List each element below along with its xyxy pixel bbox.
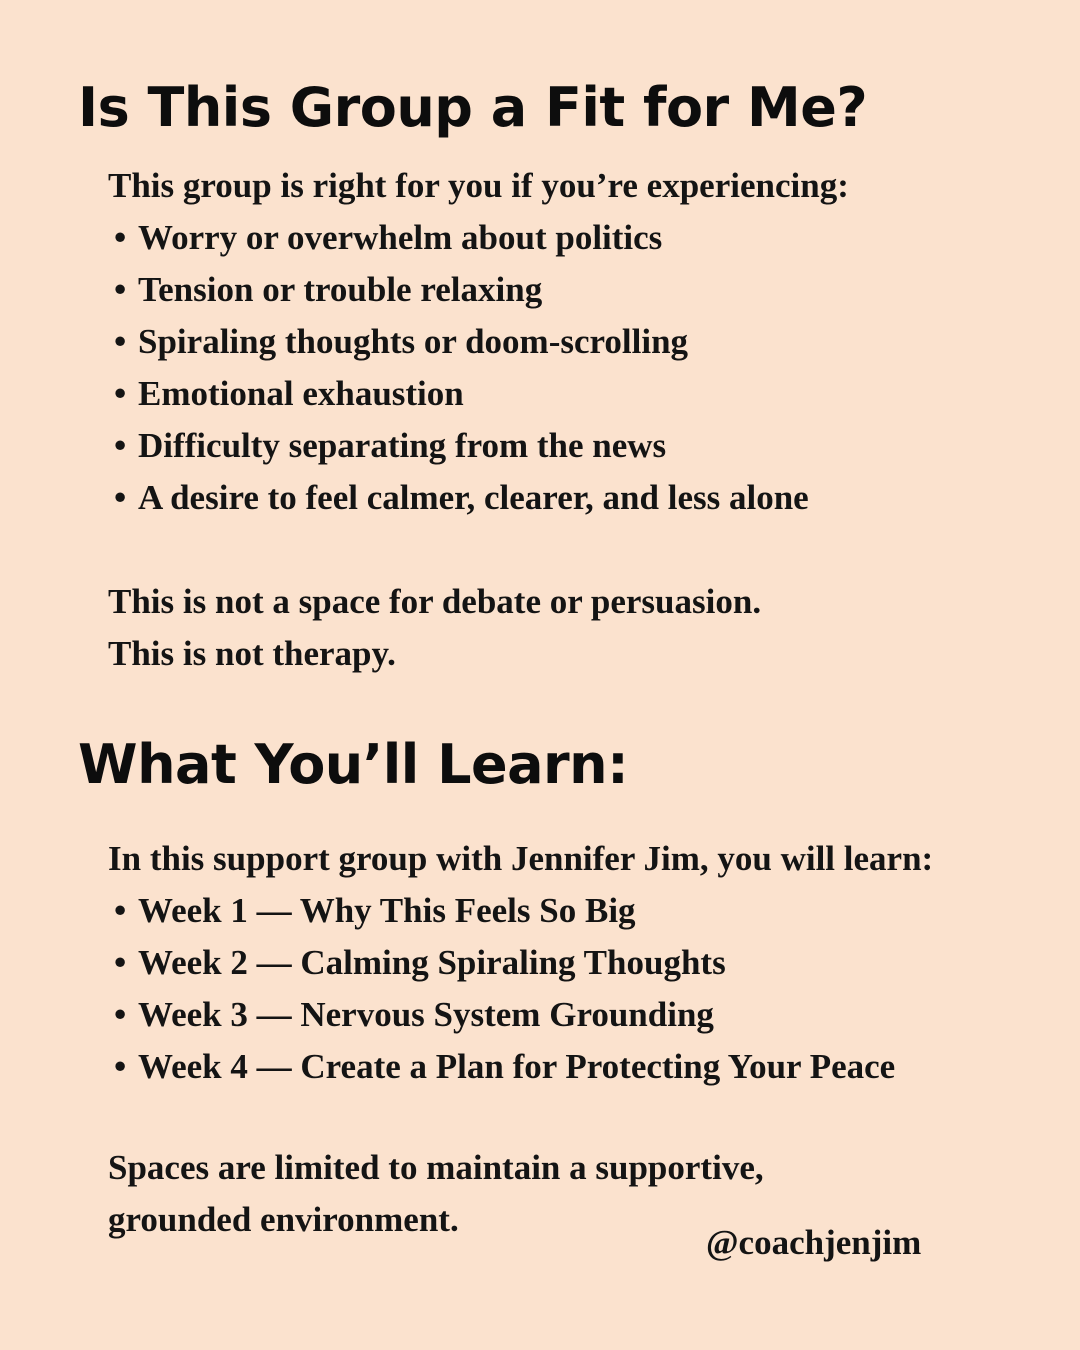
spaces-limited-text-continued: grounded environment. xyxy=(108,1200,459,1239)
learn-heading: What You’ll Learn: xyxy=(78,733,629,796)
fit-intro: This group is right for you if you’re experiencing: xyxy=(108,166,849,205)
bullet-icon: • xyxy=(114,995,127,1034)
bullet-icon: • xyxy=(114,1047,127,1086)
list-item-text: Week 3 — Nervous System Grounding xyxy=(138,995,714,1034)
symptoms-list xyxy=(114,212,809,524)
bullet-icon: • xyxy=(114,426,127,465)
list-item xyxy=(114,420,809,472)
list-item xyxy=(114,212,809,264)
list-item-text: Spiraling thoughts or doom-scrolling xyxy=(138,322,689,361)
social-handle: @coachjenjim xyxy=(706,1223,922,1262)
fit-heading: Is This Group a Fit for Me? xyxy=(78,76,868,139)
bullet-icon: • xyxy=(114,374,127,413)
bullet-icon: • xyxy=(114,322,127,361)
bullet-icon: • xyxy=(114,943,127,982)
list-item-text: Week 4 — Create a Plan for Protecting Your Peace xyxy=(138,1047,896,1086)
list-item-text: Emotional exhaustion xyxy=(138,374,464,413)
list-item-text: Week 1 — Why This Feels So Big xyxy=(138,891,636,930)
not-therapy-note: This is not therapy. xyxy=(108,634,396,673)
spaces-limited-text: Spaces are limited to maintain a supportive, xyxy=(108,1148,764,1187)
list-item-text: Week 2 — Calming Spiraling Thoughts xyxy=(138,943,726,982)
list-item-text: Tension or trouble relaxing xyxy=(138,270,543,309)
weeks-list xyxy=(114,885,895,1093)
list-item xyxy=(114,885,895,937)
list-item xyxy=(114,264,809,316)
list-item xyxy=(114,989,895,1041)
list-item xyxy=(114,937,895,989)
list-item xyxy=(114,368,809,420)
list-item-text: Difficulty separating from the news xyxy=(138,426,667,465)
bullet-icon: • xyxy=(114,218,127,257)
list-item xyxy=(114,316,809,368)
bullet-icon: • xyxy=(114,891,127,930)
list-item-text: Worry or overwhelm about politics xyxy=(138,218,663,257)
learn-intro: In this support group with Jennifer Jim, you will learn: xyxy=(108,839,934,878)
bullet-icon: • xyxy=(114,270,127,309)
list-item-text: A desire to feel calmer, clearer, and less alone xyxy=(138,478,809,517)
not-debate-note: This is not a space for debate or persuasion. xyxy=(108,582,762,621)
bullet-icon: • xyxy=(114,478,127,517)
list-item xyxy=(114,1041,895,1093)
list-item xyxy=(114,472,809,524)
